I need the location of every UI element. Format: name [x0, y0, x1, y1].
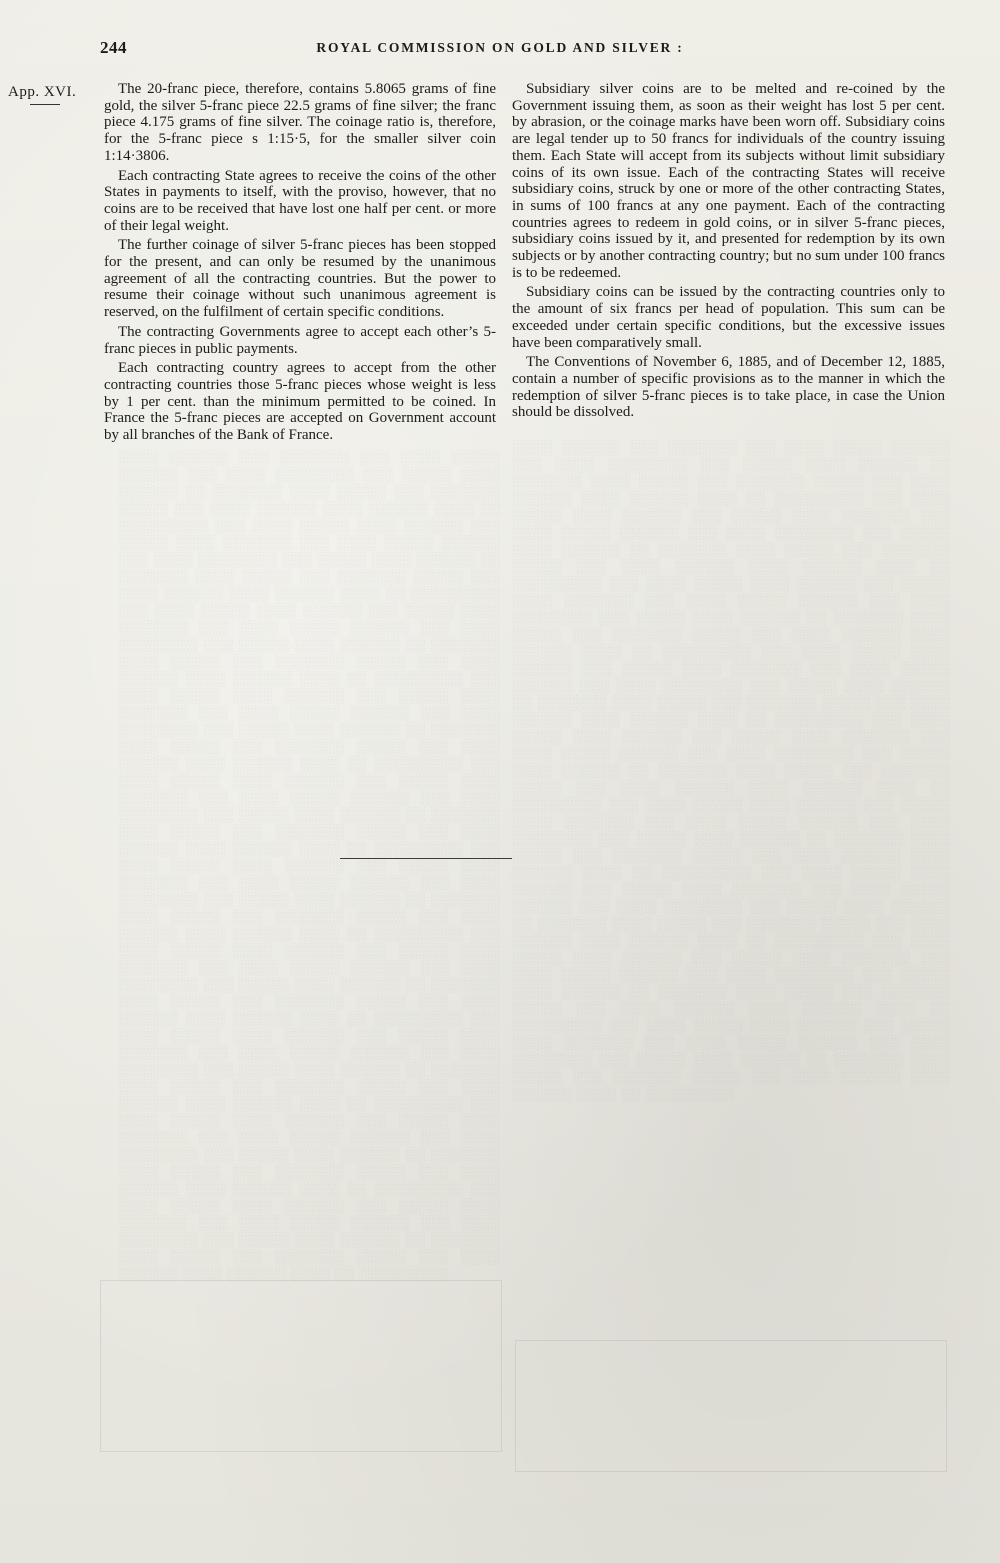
section-divider-rule: [340, 858, 512, 859]
paragraph: Each contracting country agrees to accept from the other contracting countries those 5-franc pieces whose weight is less by 1 per cent. than the minimum permitted to be coined. In France the 5-franc pieces are accepted on Government account by all branches of the Bank of France.: [104, 360, 496, 444]
left-column: [104, 81, 496, 447]
bleed-through-texture: ░░░░ ░░░░░░ ░░░ ░░░░░░░ ░░░ ░░░░ ░░░░░ ░░░░░░ ░░░ ░░░░ ░░░░░░░░ ░░░ ░░░░░ ░░░░ ░░░░░░ ░░ ░░░░░░░ ░░░░ ░░░░░ ░░░ ░░░░░░░ ░░░░░ ░░░ ░░░░ ░░░░░░ ░░░░ ░░░░░░ ░░░░ ░░ ░░░░░░░░░ ░░░ ░░░░ ░░░░░ ░░░░ ░░░░░░ ░░░ ░░░░░ ░░░░ ░░░░░░░ ░░░ ░░░░ ░░░░░ ░░░░░░ ░░░ ░░░░ ░░░░░░░░ ░░░ ░░░░░ ░░░░ ░░░░░░ ░░ ░░░░░░░ ░░░░ ░░░░░ ░░░ ░░░░░░░ ░░░░░ ░░░ ░░░░ ░░░░░░ ░░░░ ░░░░░░ ░░░░ ░░ ░░░░░░░░░ ░░░ ░░░░ ░░░░░ ░░░░ ░░░░░░ ░░░ ░░░░░ ░░░░ ░░░░░░░ ░░░ ░░░░ ░░░░░ ░░░░░░ ░░░ ░░░░ ░░░░░░░░ ░░░ ░░░░░ ░░░░ ░░░░░░ ░░ ░░░░░░░ ░░░░ ░░░░░ ░░░ ░░░░░░░ ░░░░░ ░░░ ░░░░ ░░░░░░ ░░░░ ░░░░░░ ░░░░ ░░ ░░░░░░░░░ ░░░ ░░░░ ░░░░░ ░░░░ ░░░░░░ ░░░ ░░░░░ ░░░░ ░░░░░░░ ░░░ ░░░░ ░░░░░ ░░░░░░ ░░░ ░░░░ ░░░░░░░░ ░░░ ░░░░░ ░░░░ ░░░░░░ ░░ ░░░░░░░ ░░░░ ░░░░░ ░░░ ░░░░░░░ ░░░░░ ░░░ ░░░░ ░░░░░░ ░░░░ ░░░░░░ ░░░░ ░░ ░░░░░░░░░ ░░░ ░░░░ ░░░░░ ░░░░ ░░░░░░ ░░░ ░░░░░ ░░░░ ░░░░░░░ ░░░ ░░░░ ░░░░░ ░░░░░░ ░░░ ░░░░ ░░░░░░░░ ░░░ ░░░░░ ░░░░ ░░░░░░ ░░ ░░░░░░░ ░░░░ ░░░░░ ░░░ ░░░░░░░ ░░░░░ ░░░ ░░░░ ░░░░░░ ░░░░ ░░░░░░ ░░░░ ░░ ░░░░░░░░░ ░░░ ░░░░ ░░░░░ ░░░░ ░░░░░░ ░░░ ░░░░░ ░░░░ ░░░░░░░ ░░░ ░░░░ ░░░░░ ░░░░░░ ░░░ ░░░░ ░░░░░░░░ ░░░ ░░░░░ ░░░░ ░░░░░░ ░░ ░░░░░░░ ░░░░ ░░░░░ ░░░ ░░░░░░░ ░░░░░ ░░░ ░░░░ ░░░░░░ ░░░░ ░░░░░░ ░░░░ ░░ ░░░░░░░░░ ░░░ ░░░░ ░░░░░ ░░░░ ░░░░░░ ░░░ ░░░░░ ░░░░ ░░░░░░░ ░░░ ░░░░ ░░░░░ ░░░░░░ ░░░ ░░░░ ░░░░░░░░ ░░░ ░░░░░ ░░░░ ░░░░░░ ░░ ░░░░░░░ ░░░░ ░░░░░ ░░░ ░░░░░░░ ░░░░░ ░░░ ░░░░ ░░░░░░ ░░░░ ░░░░░░ ░░░░ ░░ ░░░░░░░░░ ░░░ ░░░░ ░░░░░ ░░░░ ░░░░░░ ░░░ ░░░░░ ░░░░ ░░░░░░░ ░░░ ░░░░ ░░░░░ ░░░░░░ ░░░ ░░░░ ░░░░░░░░ ░░░ ░░░░░ ░░░░ ░░░░░░ ░░ ░░░░░░░ ░░░░ ░░░░░ ░░░ ░░░░░░░ ░░░░░ ░░░ ░░░░ ░░░░░░ ░░░░ ░░░░░░ ░░░░ ░░ ░░░░░░░░░ ░░░ ░░░░ ░░░░░ ░░░░ ░░░░░░ ░░░ ░░░░░ ░░░░ ░░░░░░░ ░░░ ░░░░ ░░░░░ ░░░░░░ ░░░ ░░░░ ░░░░░░░░ ░░░ ░░░░░ ░░░░ ░░░░░░ ░░ ░░░░░░░ ░░░░ ░░░░░ ░░░ ░░░░░░░ ░░░░░ ░░░ ░░░░ ░░░░░░ ░░░░ ░░░░░░ ░░░░ ░░ ░░░░░░░░░: [512, 441, 950, 1102]
paragraph: The contracting Governments agree to accept each other’s 5-franc pieces in public payments.: [104, 323, 496, 357]
page-number: 244: [100, 38, 127, 57]
paragraph: Subsidiary silver coins are to be melted and re-coined by the Government issuing them, as soon as their weight has lost 5 per cent. by abrasion, or the coinage marks have been worn off. Subsidiary coins are legal tender up to 50 francs for individuals of the country issuing them. Each State will accept from its subjects without limit subsidiary coins of its own issue. Each of the contracting States will receive subsidiary coins, struck by one or more of the other contracting States, in sums of 100 francs at any one payment. Each of the contracting countries agrees to redeem in gold coins, or in silver 5-franc pieces, subsidiary coins issued by it, and presented for redemption by its own subjects or by another contracting country; but no sum under 100 francs is to be redeemed.: [512, 81, 945, 281]
appendix-label-rule: [30, 104, 60, 105]
bleed-through-table: [100, 1280, 502, 1452]
paragraph: The 20-franc piece, therefore, contains 5.8065 grams of fine gold, the silver 5-franc piece 22.5 grams of fine silver; the franc piece 4.175 grams of fine silver. The coinage ratio is, therefore, for the 5-franc piece s 1:15·5, for the smaller silver coin 1:14·3806.: [104, 81, 496, 164]
bleed-through-texture: ░░░░ ░░░░░░ ░░░ ░░░░░░░ ░░░ ░░░░ ░░░░░ ░░░░░░ ░░░ ░░░░ ░░░░░░░░ ░░░ ░░░░░ ░░░░ ░░░░░░ ░░ ░░░░░░░ ░░░░ ░░░░░ ░░░ ░░░░░░░ ░░░░░ ░░░ ░░░░ ░░░░░░ ░░░░ ░░░░░░ ░░░░ ░░ ░░░░░░░░░ ░░░ ░░░░ ░░░░░ ░░░░ ░░░░░░ ░░░ ░░░░░ ░░░░ ░░░░░░░ ░░░ ░░░░ ░░░░░ ░░░░░░ ░░░ ░░░░ ░░░░░░░░ ░░░ ░░░░░ ░░░░ ░░░░░░ ░░ ░░░░░░░ ░░░░ ░░░░░ ░░░ ░░░░░░░ ░░░░░ ░░░ ░░░░ ░░░░░░ ░░░░ ░░░░░░ ░░░░ ░░ ░░░░░░░░░ ░░░ ░░░░ ░░░░░ ░░░░ ░░░░░░ ░░░ ░░░░░ ░░░░ ░░░░░░░ ░░░ ░░░░ ░░░░░ ░░░░░░ ░░░ ░░░░ ░░░░░░░░ ░░░ ░░░░░ ░░░░ ░░░░░░ ░░ ░░░░░░░ ░░░░ ░░░░░ ░░░ ░░░░░░░ ░░░░░ ░░░ ░░░░ ░░░░░░ ░░░░ ░░░░░░ ░░░░ ░░ ░░░░░░░░░ ░░░ ░░░░ ░░░░░ ░░░░ ░░░░░░ ░░░ ░░░░░ ░░░░ ░░░░░░░ ░░░ ░░░░ ░░░░░ ░░░░░░ ░░░ ░░░░ ░░░░░░░░ ░░░ ░░░░░ ░░░░ ░░░░░░ ░░ ░░░░░░░ ░░░░ ░░░░░ ░░░ ░░░░░░░ ░░░░░ ░░░ ░░░░ ░░░░░░ ░░░░ ░░░░░░ ░░░░ ░░ ░░░░░░░░░ ░░░ ░░░░ ░░░░░ ░░░░ ░░░░░░ ░░░ ░░░░░ ░░░░ ░░░░░░░ ░░░ ░░░░ ░░░░░ ░░░░░░ ░░░ ░░░░ ░░░░░░░░ ░░░ ░░░░░ ░░░░ ░░░░░░ ░░ ░░░░░░░ ░░░░ ░░░░░ ░░░ ░░░░░░░ ░░░░░ ░░░ ░░░░ ░░░░░░ ░░░░ ░░░░░░ ░░░░ ░░ ░░░░░░░░░ ░░░ ░░░░ ░░░░░ ░░░░ ░░░░░░ ░░░ ░░░░░ ░░░░ ░░░░░░░ ░░░ ░░░░ ░░░░░ ░░░░░░ ░░░ ░░░░ ░░░░░░░░ ░░░ ░░░░░ ░░░░ ░░░░░░ ░░ ░░░░░░░ ░░░░ ░░░░░ ░░░ ░░░░░░░ ░░░░░ ░░░ ░░░░ ░░░░░░ ░░░░ ░░░░░░ ░░░░ ░░ ░░░░░░░░░ ░░░ ░░░░ ░░░░░ ░░░░ ░░░░░░ ░░░ ░░░░░ ░░░░ ░░░░░░░ ░░░ ░░░░ ░░░░░ ░░░░░░ ░░░ ░░░░ ░░░░░░░░ ░░░ ░░░░░ ░░░░ ░░░░░░ ░░ ░░░░░░░ ░░░░ ░░░░░ ░░░ ░░░░░░░ ░░░░░ ░░░ ░░░░ ░░░░░░ ░░░░ ░░░░░░ ░░░░ ░░ ░░░░░░░░░ ░░░ ░░░░ ░░░░░ ░░░░ ░░░░░░ ░░░ ░░░░░ ░░░░ ░░░░░░░ ░░░ ░░░░ ░░░░░ ░░░░░░ ░░░ ░░░░ ░░░░░░░░ ░░░ ░░░░░ ░░░░ ░░░░░░ ░░ ░░░░░░░ ░░░░ ░░░░░ ░░░ ░░░░░░░ ░░░░░ ░░░ ░░░░ ░░░░░░ ░░░░ ░░░░░░ ░░░░ ░░ ░░░░░░░░░ ░░░ ░░░░ ░░░░░ ░░░░ ░░░░░░ ░░░ ░░░░░ ░░░░ ░░░░░░░ ░░░ ░░░░ ░░░░░ ░░░░░░ ░░░ ░░░░ ░░░░░░░░ ░░░ ░░░░░ ░░░░ ░░░░░░ ░░ ░░░░░░░ ░░░░ ░░░░░ ░░░ ░░░░░░░ ░░░░░ ░░░ ░░░░ ░░░░░░ ░░░░ ░░░░░░ ░░░░ ░░ ░░░░░░░░░ ░░░ ░░░░ ░░░░░ ░░░░ ░░░░░░ ░░░ ░░░░░ ░░░░ ░░░░░░░ ░░░ ░░░░ ░░░░░ ░░░░░░ ░░░ ░░░░ ░░░░░░░░ ░░░ ░░░░░ ░░░░ ░░░░░░ ░░ ░░░░░░░ ░░░░ ░░░░░ ░░░ ░░░░░░░ ░░░░░ ░░░ ░░░░ ░░░░░░ ░░░░ ░░░░░░ ░░░░ ░░ ░░░░░░░░░: [118, 451, 500, 1282]
paragraph: Subsidiary coins can be issued by the contracting countries only to the amount of six francs per head of population. This sum can be exceeded under certain specific conditions, but the excessive issues have been comparatively small.: [512, 284, 945, 351]
paragraph: Each contracting State agrees to receive the coins of the other States in payments to itself, with the proviso, however, that no coins are to be received that have lost one half per cent. or more of their legal weight.: [104, 167, 496, 234]
right-column: [512, 81, 945, 424]
paragraph: The Conventions of November 6, 1885, and of December 12, 1885, contain a number of specific provisions as to the manner in which the redemption of silver 5-franc pieces is to take place, in case the Union should be dissolved.: [512, 354, 945, 421]
paragraph: The further coinage of silver 5-franc pieces has been stopped for the present, and can only be resumed by the unanimous agreement of all the contracting countries. But the power to resume their coinage without such unanimous agreement is reserved, on the fulfilment of certain specific conditions.: [104, 237, 496, 321]
bleed-through-table: [515, 1340, 947, 1472]
appendix-label: App. XVI.: [8, 84, 77, 100]
running-head: ROYAL COMMISSION ON GOLD AND SILVER :: [316, 40, 684, 55]
